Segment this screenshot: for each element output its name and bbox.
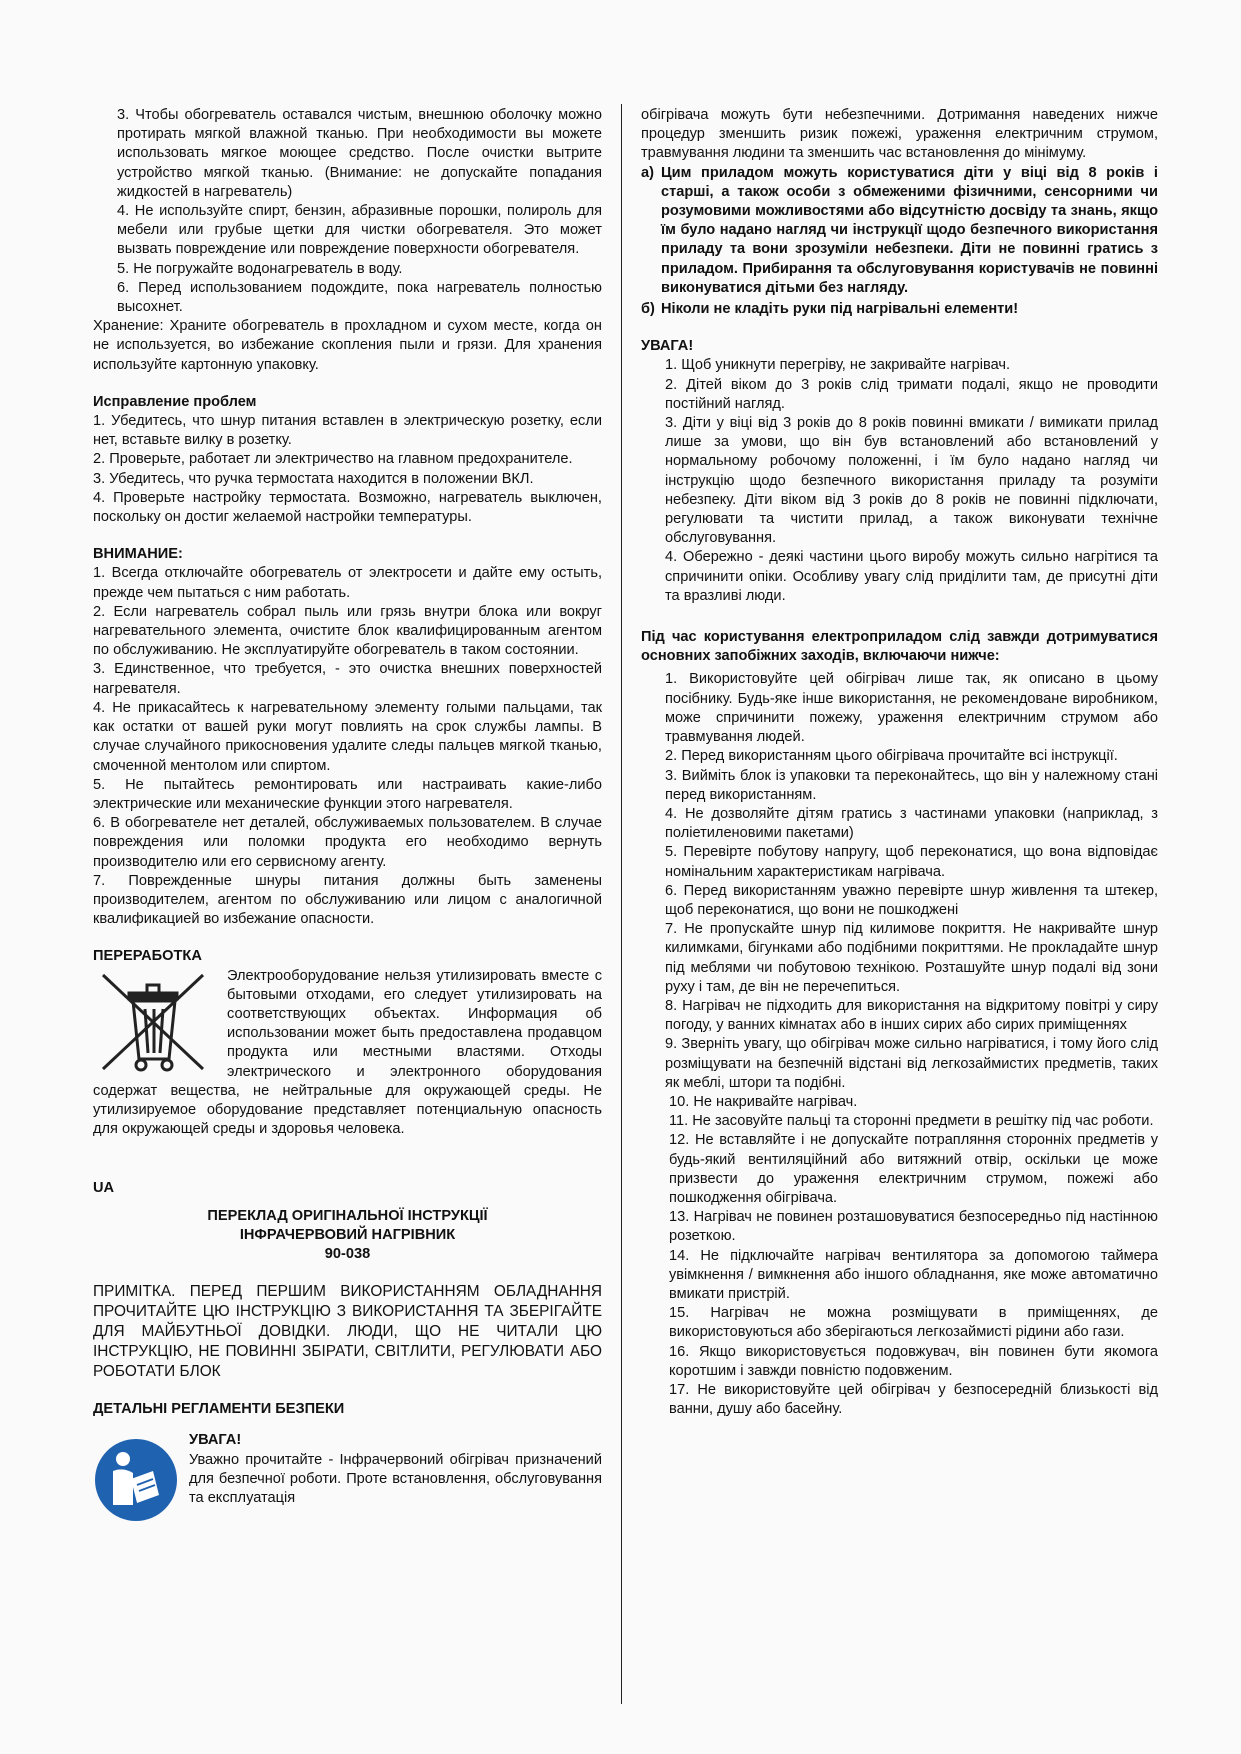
precaution-item: 14. Не підключайте нагрівач вентилятора за допомогою таймера увімкнення / вимкнення або іншого обладнання, яке може автоматично вмикати пристрій. bbox=[669, 1247, 1158, 1302]
point-b bbox=[641, 300, 1158, 319]
ua-model-number: 90-038 bbox=[324, 1245, 371, 1262]
precaution-item: 9. Зверніть увагу, що обігрівач може сильно нагріватися, і тому його слід розміщувати на безпечній відстані від легкозаймистих предметів, таких як меблі, штори та подібні. bbox=[665, 1036, 1158, 1091]
ua-title-line-1: ПЕРЕКЛАД ОРИГІНАЛЬНОЇ ІНСТРУКЦІЇ bbox=[207, 1207, 488, 1224]
precaution-item: 10. Не накривайте нагрівач. bbox=[669, 1093, 858, 1110]
uvaga-block bbox=[93, 1431, 602, 1525]
left-column bbox=[93, 106, 602, 1525]
precaution-item: 5. Перевірте побутову напругу, щоб переконатися, що вона відповідає номінальним характеристикам нагрівача. bbox=[665, 844, 1158, 880]
recycling-block bbox=[93, 967, 602, 1140]
attention-item: 2. Если нагреватель собрал пыль или грязь внутри блока или вокруг нагревательного элемента, очистите блок квалифицированным агентом по обслуживанию. Не эксплуатируйте обогреватель в таком состоянии. bbox=[93, 603, 602, 659]
attention-heading: ВНИМАНИЕ: bbox=[93, 546, 183, 563]
precaution-item: 7. Не пропускайте шнур під килимове покриття. Не накривайте шнур килимками, бігунками або подібними покриттями. Не прокладайте шнур під меблями чи побутовою технікою. Розташуйте шнур подалі від зони руху і там, де він не перечепиться. bbox=[665, 921, 1158, 995]
attention-item: 5. Не пытайтесь ремонтировать или настраивать какие-либо электрические или механические функции этого нагревателя. bbox=[93, 776, 602, 812]
precaution-item: 2. Перед використанням цього обігрівача прочитайте всі інструкції. bbox=[665, 748, 1118, 765]
warning-heading: УВАГА! bbox=[641, 338, 694, 355]
care-item-6: 6. Перед использованием подождите, пока нагреватель полностью высохнет. bbox=[117, 279, 602, 316]
safety-heading: ДЕТАЛЬНІ РЕГЛАМЕНТИ БЕЗПЕКИ bbox=[93, 1401, 345, 1418]
warning-item: 2. Дітей віком до 3 років слід тримати подалі, якщо не проводити постійний нагляд. bbox=[665, 376, 1158, 412]
troubleshooting-item: 2. Проверьте, работает ли электричество на главном предохранителе. bbox=[93, 451, 573, 468]
precaution-item: 12. Не вставляйте і не допускайте потрапляння сторонніх предметів у будь-який вентиляційний або витяжний отвір, оскільки це може призвести до ураження електричним струмом, пожежі або пошкодження обігрівача. bbox=[669, 1132, 1158, 1206]
storage-text: Хранение: Храните обогреватель в прохладном и сухом месте, когда он не используется, во избежание скопления пыли и грязи. Для хранения используйте картонную упаковку. bbox=[93, 318, 602, 373]
troubleshooting-heading: Исправление проблем bbox=[93, 393, 257, 410]
attention-item: 4. Не прикасайтесь к нагревательному элементу голыми пальцами, так как остатки от вашей руки могут повлиять на срок службы лампы. В случае случайного прикосновения удалите следы пальцев мягкой тканью, смоченной ментолом или спиртом. bbox=[93, 699, 602, 774]
attention-item: 7. Поврежденные шнуры питания должны быть заменены производителем, агентом по обслуживанию или лицом с аналогичной квалификацией во избежание опасности. bbox=[93, 872, 602, 928]
precautions-list bbox=[641, 670, 1158, 1419]
care-item-5: 5. Не погружайте водонагреватель в воду. bbox=[117, 260, 403, 277]
continuation-text: обігрівача можуть бути небезпечними. Дотримання наведених нижче процедур зменшить ризик пожежі, ураження електричним струмом, травмування людини та зменшить час встановлення до мінімуму. bbox=[641, 107, 1158, 162]
language-code: UA bbox=[93, 1180, 115, 1197]
precaution-item: 1. Використовуйте цей обігрівач лише так, як описано в цьому посібнику. Будь-яке інше використання, не рекомендоване виробником, може спричинити пожежу, ураження електричним струмом або травмування людей. bbox=[665, 671, 1158, 746]
warning-item: 4. Обережно - деякі частини цього виробу можуть сильно нагрітися та спричинити опіки. Особливу увагу слід приділити там, де присутні діти та вразливі люди. bbox=[665, 549, 1158, 604]
care-item-3: 3. Чтобы обогреватель оставался чистым, внешнюю оболочку можно протирать мягкой влажной тканью. При необходимости вы можете использовать мягкое моющее средство. После очистки вытрите устройство мягкой тканью. (Внимание: не допускайте попадания жидкостей в нагреватель) bbox=[117, 107, 602, 200]
right-column bbox=[641, 106, 1158, 1419]
point-a-text: Цим приладом можуть користуватися діти у віці від 8 років і старші, а також особи з обмеженими фізичними, сенсорними чи розумовими можливостями або відсутністю досвіду та знань, якщо їм було надано нагляд чи інструкції щодо безпечного використання приладу та вони зрозуміли небезпеки. Діти не повинні гратись з приладом. Прибирання та обслуговування користувачів не повинні виконуватися дітьми без нагляду. bbox=[661, 164, 1158, 296]
recycling-text: Электрооборудование нельзя утилизировать вместе с бытовыми отходами, его следует утилизировать на соответствующих объектах. Информация об использовании может быть предоставлена продавцом продукта или местными властями. Отходы электрического и электронного оборудования содержат вещества, не нейтральные для окружающей среды. Не утилизируемое оборудование представляет потенциальную опасность для окружающей среды и здоровья человека. bbox=[93, 967, 602, 1138]
ua-note: ПРИМІТКА. ПЕРЕД ПЕРШИМ ВИКОРИСТАННЯМ ОБЛАДНАННЯ ПРОЧИТАЙТЕ ЦЮ ІНСТРУКЦІЮ З ВИКОРИСТАННЯ ТА ЗБЕРІГАЙТЕ ДЛЯ МАЙБУТНЬОЇ ДОВІДКИ. ЛЮДИ, ЩО НЕ ЧИТАЛИ ЦЮ ІНСТРУКЦІЮ, НЕ ПОВИННІ ЗБІРАТИ, СВІТЛИТИ, РЕГУЛЮВАТИ АБО РОБОТАТИ БЛОК bbox=[93, 1283, 602, 1381]
attention-item: 3. Единственное, что требуется, - это очистка внешних поверхностей нагревателя. bbox=[93, 661, 602, 697]
precaution-item: 11. Не засовуйте пальці та сторонні предмети в решітку під час роботи. bbox=[669, 1113, 1154, 1130]
precaution-item: 4. Не дозволяйте дітям гратись з частинами упаковки (наприклад, з поліетиленовими пакетами) bbox=[665, 805, 1158, 842]
precaution-item: 8. Нагрівач не підходить для використання на відкритому повітрі у сиру погоду, у ванних кімнатах або в інших сирих або сирих приміщеннях bbox=[665, 997, 1158, 1034]
precaution-item: 16. Якщо використовується подовжувач, він повинен бути якомога коротшим і завжди повністю подовженим. bbox=[669, 1343, 1158, 1379]
warning-item: 1. Щоб уникнути перегріву, не закривайте нагрівач. bbox=[665, 357, 1011, 374]
column-divider bbox=[621, 104, 622, 1704]
uvaga-text: Уважно прочитайте - Інфрачервоний обігрівач призначений для безпечної роботи. Проте встановлення, обслуговування та експлуатація bbox=[189, 1451, 602, 1506]
attention-item: 6. В обогревателе нет деталей, обслуживаемых пользователем. В случае повреждения или поломки продукта его необходимо вернуть производителю или его сервисному агенту. bbox=[93, 815, 602, 870]
precaution-item: 3. Вийміть блок із упаковки та переконайтесь, що він у належному стані перед використанням. bbox=[665, 767, 1158, 803]
troubleshooting-item: 1. Убедитесь, что шнур питания вставлен в электрическую розетку, если нет, вставьте вилку в розетку. bbox=[93, 413, 602, 449]
crossed-out-bin-icon bbox=[93, 969, 217, 1077]
uvaga-heading: УВАГА! bbox=[189, 1432, 242, 1449]
care-item-4: 4. Не используйте спирт, бензин, абразивные порошки, полироль для мебели или грубые щетки для чистки обогревателя. Это может вызвать повреждение или повреждение поверхности обогревателя. bbox=[117, 203, 602, 258]
point-a-label: а) bbox=[641, 164, 654, 181]
point-b-label: б) bbox=[641, 301, 655, 318]
precaution-item: 17. Не використовуйте цей обігрівач у безпосередній близькості від ванни, душу або басейну. bbox=[669, 1382, 1158, 1418]
attention-item: 1. Всегда отключайте обогреватель от электросети и дайте ему остыть, прежде чем пытаться с ним работать. bbox=[93, 565, 602, 601]
read-manual-icon bbox=[93, 1435, 179, 1525]
point-a bbox=[641, 164, 1158, 298]
point-b-text: Ніколи не кладіть руки під нагрівальні елементи! bbox=[661, 301, 1019, 318]
recycling-heading: ПЕРЕРАБОТКА bbox=[93, 948, 202, 965]
ua-title-line-2: ІНФРАЧЕРВОВИЙ НАГРІВНИК bbox=[239, 1226, 456, 1243]
precaution-item: 15. Нагрівач не можна розміщувати в приміщеннях, де використовуються або зберігаються легкозаймисті рідини або гази. bbox=[669, 1305, 1158, 1341]
warning-item: 3. Діти у віці від 3 років до 8 років повинні вмикати / вимикати прилад лише за умови, що він був встановлений або встановлений у нормальному робочому положенні, і їм було надано нагляд чи інструкцію щодо безпечного використання приладу та розуміти небезпеку. Діти віком від 3 років до 8 років не повинні підключати, регулювати та чистити прилад, а також виконувати технічне обслуговування. bbox=[665, 415, 1158, 547]
precaution-item: 13. Нагрівач не повинен розташовуватися безпосередньо під настінною розеткою. bbox=[669, 1209, 1158, 1245]
troubleshooting-item: 4. Проверьте настройку термостата. Возможно, нагреватель выключен, поскольку он достиг желаемой настройки температуры. bbox=[93, 489, 602, 526]
precautions-heading: Під час користування електроприладом слід завжди дотримуватися основних запобіжних заходів, включаючи нижче: bbox=[641, 629, 1158, 665]
precaution-item: 6. Перед використанням уважно перевірте шнур живлення та штекер, щоб переконатися, що вони не пошкоджені bbox=[665, 882, 1158, 918]
troubleshooting-item: 3. Убедитесь, что ручка термостата находится в положении ВКЛ. bbox=[93, 470, 534, 487]
